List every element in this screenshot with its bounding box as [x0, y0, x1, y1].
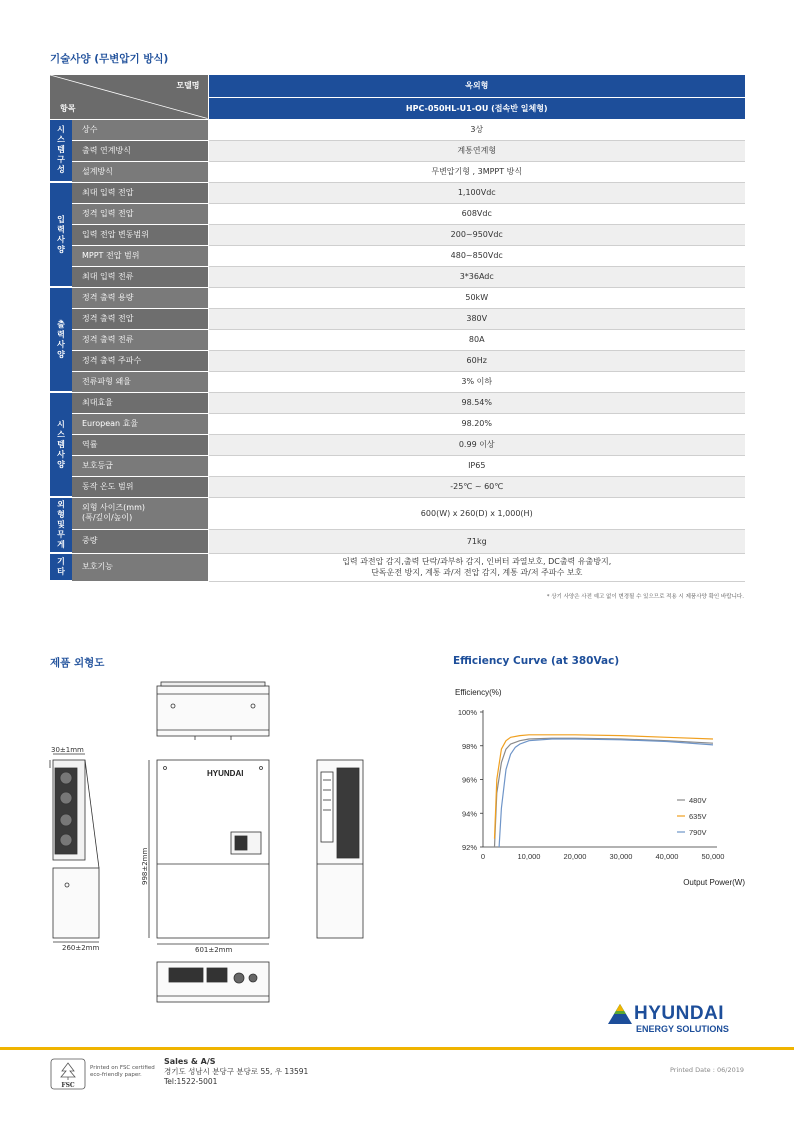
spec-row-label: 상수 — [72, 119, 208, 140]
table-row — [50, 455, 745, 476]
table-row — [50, 553, 745, 581]
spec-row-value: 입력 과전압 감지,출력 단락/과부하 감지, 인버터 과열보호, DC출력 유출방지, 단독운전 방지, 계통 과/저 전압 감지, 계통 과/저 주파수 보호 — [208, 553, 745, 581]
table-row — [50, 203, 745, 224]
drawing-section-title: 제품 외형도 — [50, 657, 105, 669]
table-row — [50, 350, 745, 371]
spec-row-label: European 효율 — [72, 413, 208, 434]
dim-height: 998±2mm — [141, 847, 149, 885]
front-view — [149, 760, 269, 944]
spec-group-label: 출 력 사 양 — [50, 287, 72, 392]
spec-row-label: 보호등급 — [72, 455, 208, 476]
table-row — [50, 497, 745, 529]
spec-row-label: 보호기능 — [72, 553, 208, 581]
company-logo — [608, 1003, 748, 1038]
chart-y-label: Efficiency(%) — [455, 688, 502, 697]
spec-footnote: * 상기 사양은 사전 예고 없이 변경될 수 있으므로 적용 시 제품사양 확인 바랍니다. — [546, 594, 744, 600]
spec-row-value: 200~950Vdc — [208, 224, 745, 245]
side-view-left — [50, 754, 99, 942]
top-view — [157, 682, 269, 740]
table-row — [50, 161, 745, 182]
spec-row-value: 3% 이하 — [208, 371, 745, 392]
series-line-635V — [495, 735, 714, 839]
y-tick-label: 100% — [457, 708, 477, 717]
x-tick-label: 40,000 — [655, 852, 679, 861]
spec-row-value: 3*36Adc — [208, 266, 745, 287]
fsc-text: Printed on FSC certified eco-friendly paper. — [90, 1065, 155, 1078]
spec-row-label: 설계방식 — [72, 161, 208, 182]
sales-title: Sales & A/S — [164, 1057, 216, 1066]
logo-subtext: ENERGY SOLUTIONS — [636, 1024, 729, 1034]
header-type: 옥외형 — [208, 75, 745, 97]
table-row — [50, 245, 745, 266]
side-view-right — [317, 760, 363, 938]
product-outline-drawing — [45, 680, 370, 1010]
fsc-badge — [50, 1058, 155, 1090]
x-tick-label: 50,000 — [701, 852, 725, 861]
legend-label: 635V — [689, 812, 707, 821]
x-tick-label: 0 — [480, 852, 486, 861]
spec-group-label: 시 스 템 사 양 — [50, 392, 72, 497]
chart-x-label: Output Power(W) — [683, 878, 745, 887]
spec-row-label: 역률 — [72, 434, 208, 455]
header-model: HPC-050HL-U1-OU (접속반 일체형) — [208, 97, 745, 119]
table-row — [50, 434, 745, 455]
corner-model-label: 모델명 — [176, 81, 200, 90]
y-tick-label: 92% — [461, 843, 477, 852]
fsc-label: FSC — [61, 1082, 75, 1089]
spec-row-label: 정격 출력 용량 — [72, 287, 208, 308]
table-row — [50, 329, 745, 350]
spec-row-value: 60Hz — [208, 350, 745, 371]
logo-text: HYUNDAI — [634, 1003, 725, 1024]
spec-row-label: 입력 전압 변동범위 — [72, 224, 208, 245]
logo-triangle-icon — [608, 1004, 632, 1024]
spec-row-value: 3상 — [208, 119, 745, 140]
spec-row-label: 정격 출력 전압 — [72, 308, 208, 329]
spec-row-value: -25℃ ~ 60℃ — [208, 476, 745, 497]
spec-row-label: 정격 입력 전압 — [72, 203, 208, 224]
spec-row-value: 무변압기형 , 3MPPT 방식 — [208, 161, 745, 182]
chart-section-title: Efficiency Curve (at 380Vac) — [453, 655, 620, 667]
y-tick-label: 98% — [461, 741, 477, 751]
spec-section-title: 기술사양 (무변압기 방식) — [50, 53, 169, 65]
table-row — [50, 308, 745, 329]
table-row — [50, 413, 745, 434]
spec-row-value: 98.20% — [208, 413, 745, 434]
legend-label: 480V — [689, 796, 707, 805]
spec-row-value: 계통연계형 — [208, 140, 745, 161]
table-row — [50, 182, 745, 203]
dim-depth-top: 30±1mm — [51, 746, 84, 754]
table-row — [50, 119, 745, 140]
efficiency-chart — [455, 685, 745, 890]
spec-row-label: 전류파형 왜율 — [72, 371, 208, 392]
legend-label: 790V — [689, 828, 707, 837]
dim-depth-bottom: 260±2mm — [62, 944, 100, 952]
table-row — [50, 287, 745, 308]
spec-row-label: 중량 — [72, 529, 208, 553]
spec-row-value: 50kW — [208, 287, 745, 308]
spec-row-label: 최대 입력 전류 — [72, 266, 208, 287]
spec-group-label: 시 스 템 구 성 — [50, 119, 72, 182]
spec-group-label: 외 형 및 무 게 — [50, 497, 72, 553]
sales-address: 경기도 성남시 분당구 분당로 55, 우 13591 — [164, 1067, 309, 1076]
dim-width: 601±2mm — [195, 946, 233, 954]
y-tick-label: 96% — [461, 775, 477, 785]
spec-row-label: MPPT 전압 범위 — [72, 245, 208, 266]
spec-row-value: 80A — [208, 329, 745, 350]
spec-row-value: 380V — [208, 308, 745, 329]
spec-row-value: 0.99 이상 — [208, 434, 745, 455]
spec-row-label: 최대 입력 전압 — [72, 182, 208, 203]
spec-row-label: 출력 연계방식 — [72, 140, 208, 161]
sales-tel: Tel:1522-5001 — [164, 1077, 218, 1086]
spec-group-label: 입 력 사 양 — [50, 182, 72, 287]
sales-contact — [164, 1057, 308, 1087]
spec-row-label: 외형 사이즈(mm) (폭/깊이/높이) — [72, 497, 208, 529]
spec-row-value: IP65 — [208, 455, 745, 476]
spec-row-value: 71kg — [208, 529, 745, 553]
spec-row-label: 정격 출력 주파수 — [72, 350, 208, 371]
corner-item-label: 항목 — [60, 103, 76, 113]
y-tick-label: 94% — [461, 809, 477, 819]
table-row — [50, 476, 745, 497]
bottom-view — [157, 962, 269, 1002]
spec-row-value: 1,100Vdc — [208, 182, 745, 203]
table-row — [50, 392, 745, 413]
table-row — [50, 266, 745, 287]
spec-row-label: 최대효율 — [72, 392, 208, 413]
table-row — [50, 224, 745, 245]
spec-row-value: 608Vdc — [208, 203, 745, 224]
spec-group-label: 기 타 — [50, 553, 72, 581]
spec-row-value: 480~850Vdc — [208, 245, 745, 266]
spec-table — [50, 75, 745, 582]
series-line-790V — [499, 739, 713, 847]
spec-row-value: 600(W) x 260(D) x 1,000(H) — [208, 497, 745, 529]
series-line-480V — [495, 738, 714, 847]
x-tick-label: 20,000 — [563, 852, 587, 861]
spec-row-label: 정격 출력 전류 — [72, 329, 208, 350]
fsc-tree-icon — [50, 1058, 86, 1090]
spec-row-label: 동작 온도 범위 — [72, 476, 208, 497]
spec-row-value: 98.54% — [208, 392, 745, 413]
x-tick-label: 10,000 — [517, 852, 541, 861]
table-corner-header — [50, 75, 208, 119]
unit-brand-text: HYUNDAI — [207, 769, 244, 778]
x-tick-label: 30,000 — [609, 852, 633, 861]
table-row — [50, 529, 745, 553]
table-row — [50, 140, 745, 161]
table-row — [50, 371, 745, 392]
footer-divider — [0, 1047, 794, 1050]
printed-date: Printed Date : 06/2019 — [669, 1066, 744, 1074]
